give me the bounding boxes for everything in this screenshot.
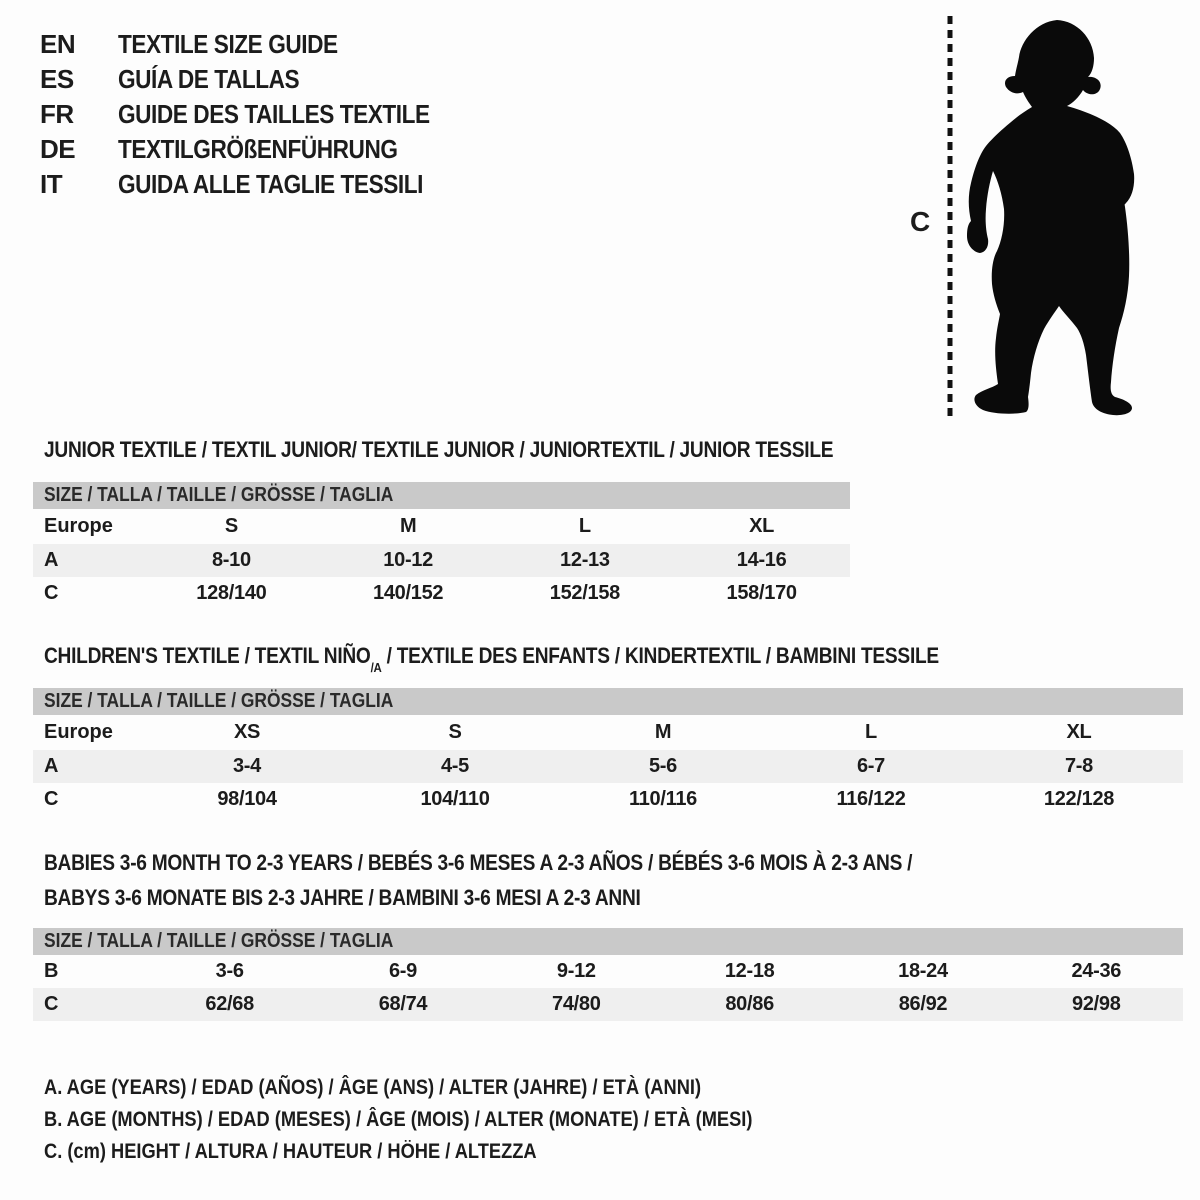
language-row-fr [40, 97, 476, 132]
height-cell: 116/122 [836, 788, 906, 810]
height-cell: 68/74 [378, 993, 428, 1015]
size-col-header: S [448, 721, 462, 743]
language-row-en [40, 27, 476, 62]
height-cell: 98/104 [217, 788, 277, 810]
age-cell: 3-6 [215, 960, 244, 982]
children-size-table [33, 688, 1183, 816]
size-col-header: S [224, 515, 238, 537]
junior-size-table [33, 482, 850, 610]
height-cell: 158/170 [726, 582, 797, 604]
table-row-age-months [33, 955, 1183, 988]
language-row-it [40, 167, 476, 202]
toddler-silhouette [967, 20, 1134, 415]
babies-section-title: BABIES 3-6 MONTH TO 2-3 YEARS / BEBÉS 3-6 MESES A 2-3 AÑOS / BÉBÉS 3-6 MOIS À 2-3 ANS / BABYS 3-6 MONATE BIS 2-3 JAHRE / BAMBINI 3-6 MESI A 2-3 ANNI [44, 850, 913, 910]
age-cell: 9-12 [556, 960, 596, 982]
region-label: Europe [44, 515, 113, 537]
table-row-height [33, 577, 850, 610]
age-cell: 6-7 [856, 755, 885, 777]
table-row-sizes [33, 509, 850, 544]
guide-title-fr: GUIDE DES TAILLES TEXTILE [118, 99, 430, 129]
row-label: C [44, 582, 59, 604]
size-col-header: XL [749, 515, 775, 537]
size-col-header: M [399, 515, 417, 537]
table-row-age [33, 750, 1183, 783]
children-section-title: CHILDREN'S TEXTILE / TEXTIL $NIÑO_{/A}$ / TEXTILE DES ENFANTS / KINDERTEXTIL / BAMBINI TESSILE [44, 643, 939, 675]
babies-size-table [33, 928, 1183, 1021]
guide-title-en: TEXTILE SIZE GUIDE [118, 29, 338, 59]
height-cell: 62/68 [205, 993, 254, 1015]
legend-line-c: C. (cm) HEIGHT / ALTURA / HAUTEUR / HÖHE / ALTEZZA [44, 1140, 537, 1163]
size-header-bar: SIZE / TALLA / TAILLE / GRÖSSE / TAGLIA [33, 928, 1183, 955]
height-cell: 104/110 [420, 788, 490, 810]
height-cell: 110/116 [629, 788, 697, 810]
age-cell: 5-6 [648, 755, 677, 777]
table-row-height [33, 783, 1183, 816]
legend [44, 1072, 858, 1168]
age-cell: 10-12 [383, 549, 433, 571]
height-cell: 74/80 [552, 993, 601, 1015]
table-row-height [33, 988, 1183, 1021]
table-row-age [33, 544, 850, 577]
row-label: A [44, 755, 59, 777]
height-measure-figure [880, 0, 1200, 430]
language-code: DE [40, 134, 76, 164]
age-cell: 12-18 [724, 960, 775, 982]
language-row-de [40, 132, 476, 167]
guide-title-it: GUIDA ALLE TAGLIE TESSILI [118, 169, 423, 199]
height-cell: 86/92 [898, 993, 948, 1015]
height-cell: 140/152 [373, 582, 444, 604]
guide-title-es: GUÍA DE TALLAS [118, 64, 300, 94]
age-cell: 24-36 [1071, 960, 1122, 982]
row-label: A [44, 549, 59, 571]
height-cell: 80/86 [725, 993, 774, 1015]
height-cell: 128/140 [196, 582, 267, 604]
legend-line-a: A. AGE (YEARS) / EDAD (AÑOS) / ÂGE (ANS) / ALTER (JAHRE) / ETÀ (ANNI) [44, 1076, 702, 1099]
age-cell: 12-13 [560, 549, 610, 571]
size-header-bar: SIZE / TALLA / TAILLE / GRÖSSE / TAGLIA [33, 482, 850, 509]
age-cell: 8-10 [211, 549, 251, 571]
guide-title-de: TEXTILGRÖßENFÜHRUNG [118, 134, 398, 164]
nino-a-subscript: /A [370, 659, 382, 675]
size-col-header: XS [233, 721, 261, 743]
height-measure-label: C [910, 206, 931, 237]
row-label: C [44, 993, 59, 1015]
row-label: C [44, 788, 59, 810]
row-label: B [44, 960, 59, 982]
language-code: EN [40, 29, 76, 59]
age-cell: 14-16 [736, 549, 787, 571]
age-cell: 7-8 [1064, 755, 1093, 777]
language-row-es [40, 62, 476, 97]
height-cell: 122/128 [1043, 788, 1115, 810]
language-code: IT [40, 169, 63, 199]
language-code: FR [40, 99, 74, 129]
junior-section-title: JUNIOR TEXTILE / TEXTIL JUNIOR/ TEXTILE JUNIOR / JUNIORTEXTIL / JUNIOR TESSILE [44, 437, 834, 462]
size-col-header: M [654, 721, 672, 743]
size-col-header: L [578, 515, 591, 537]
language-title-list [40, 27, 476, 202]
age-cell: 6-9 [388, 960, 417, 982]
age-cell: 18-24 [898, 960, 948, 982]
size-header-bar: SIZE / TALLA / TAILLE / GRÖSSE / TAGLIA [33, 688, 1183, 715]
table-row-sizes [33, 715, 1183, 750]
legend-line-b: B. AGE (MONTHS) / EDAD (MESES) / ÂGE (MOIS) / ALTER (MONATE) / ETÀ (MESI) [44, 1108, 753, 1131]
toddler-silhouette-graphic [880, 0, 1200, 430]
language-code: ES [40, 64, 74, 94]
height-cell: 92/98 [1072, 993, 1121, 1015]
region-label: Europe [44, 721, 113, 743]
size-col-header: L [865, 721, 877, 743]
age-cell: 4-5 [440, 755, 469, 777]
size-col-header: XL [1066, 721, 1092, 743]
height-cell: 152/158 [549, 582, 620, 604]
age-cell: 3-4 [232, 755, 261, 777]
